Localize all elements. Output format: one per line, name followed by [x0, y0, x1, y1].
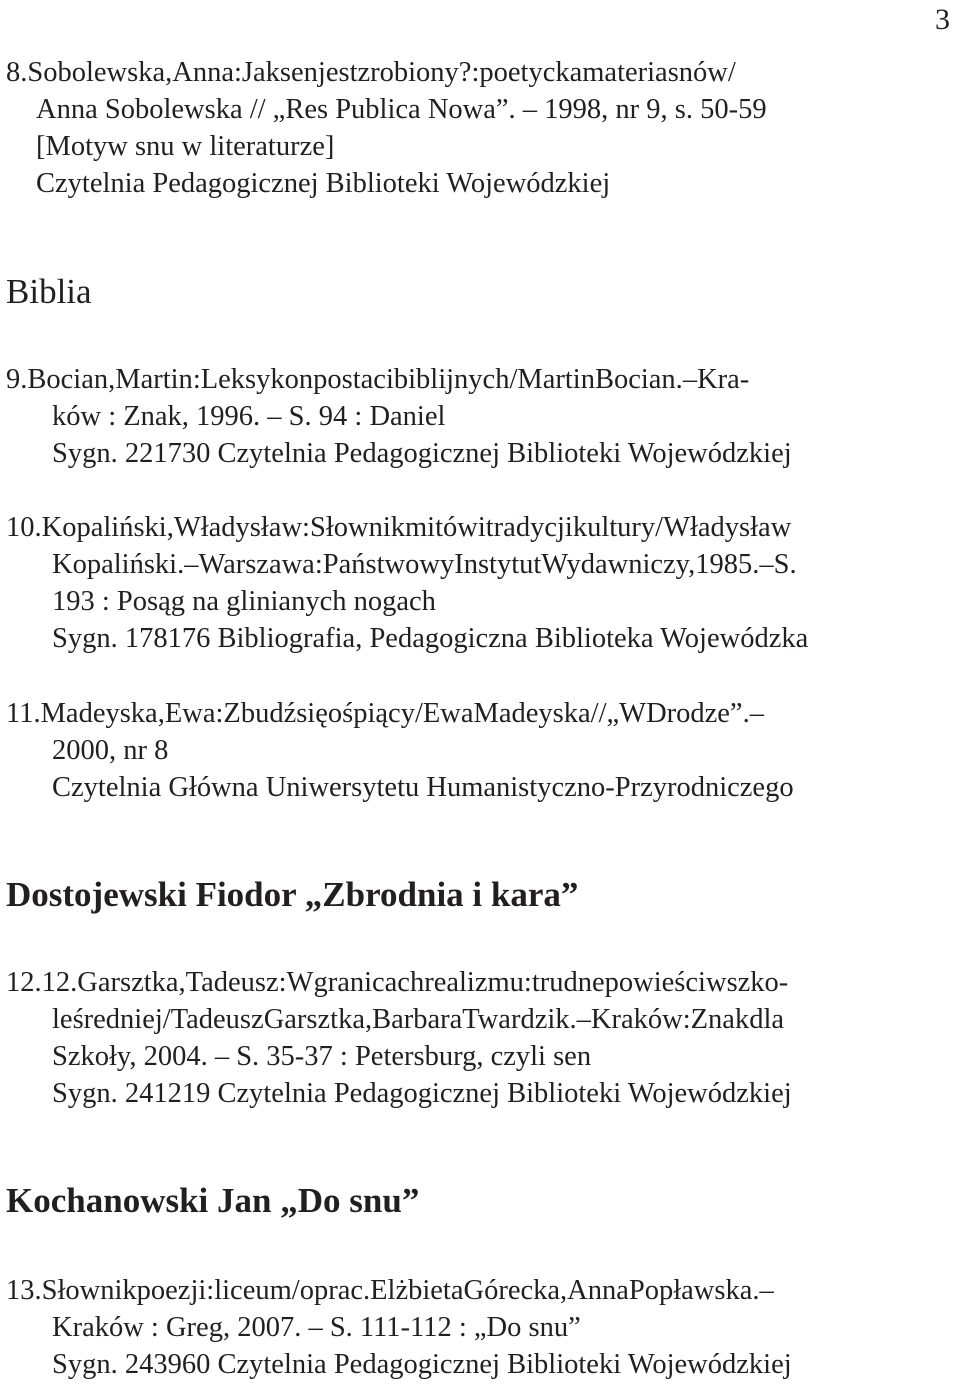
entry-word: :: [302, 512, 310, 543]
entry-word: poezji: [136, 1275, 207, 1306]
entry-word: Tadeusz: [170, 1004, 264, 1035]
entry-word: Kraków: [590, 1004, 683, 1035]
entry-word: szko-: [726, 967, 789, 998]
entry-line: Kraków : Greg, 2007. – S. 111-112 : „Do snu”: [52, 1312, 581, 1343]
entry-word: Martin: [115, 364, 193, 395]
entry-word: się: [296, 698, 328, 729]
entry-word: Popławska.: [628, 1275, 760, 1306]
entry-line: [6, 509, 956, 546]
entry-word: Kra-: [697, 364, 750, 395]
entry-word: Jak: [241, 57, 280, 88]
entry-word: Władysław: [663, 512, 792, 543]
entry-word: w: [705, 967, 727, 998]
entry-word: 13.: [6, 1275, 42, 1306]
entry-word: Anna: [567, 1275, 629, 1306]
bibliography-entry-9: [6, 361, 956, 472]
entry-word: 8.: [6, 57, 28, 88]
entry-word: –: [759, 549, 774, 580]
entry-word: 9.: [6, 364, 28, 395]
entry-word: Górecka,: [463, 1275, 568, 1306]
entry-word: 12.: [6, 967, 42, 998]
entry-word: Ewa: [164, 698, 216, 729]
entry-word: Władysław: [173, 512, 303, 543]
entry-word: –: [184, 549, 199, 580]
entry-word: /: [509, 364, 518, 395]
entry-word: :: [314, 549, 323, 580]
bibliography-entry-11: [6, 695, 956, 806]
entry-word: jest: [317, 57, 358, 88]
entry-word: Barbara: [372, 1004, 463, 1035]
entry-word: Bocian,: [27, 364, 116, 395]
entry-word: Sobolewska,: [27, 57, 173, 88]
entry-line: 193 : Posąg na glinianych nogach: [52, 586, 436, 617]
entry-line: [6, 546, 956, 583]
entry-word: :: [233, 57, 242, 88]
entry-word: dla: [749, 1004, 785, 1035]
entry-line: [6, 54, 956, 91]
entry-word: :: [682, 1004, 691, 1035]
entry-line: [6, 1272, 956, 1309]
entry-word: :: [523, 967, 532, 998]
entry-word: trudne: [531, 967, 605, 998]
entry-word: :: [471, 57, 480, 88]
bibliography-entry-13: [6, 1272, 956, 1383]
entry-word: snów: [667, 57, 728, 88]
entry-word: Bocian.: [594, 364, 683, 395]
entry-word: –: [682, 364, 698, 395]
entry-line: Sygn. 221730 Czytelnia Pedagogicznej Biblioteki Wojewódzkiej: [52, 438, 792, 469]
entry-word: :: [215, 698, 224, 729]
entry-word: 1985.: [695, 549, 760, 580]
entry-word: średniej: [72, 1004, 163, 1035]
entry-word: Kopaliński.: [52, 549, 185, 580]
entry-word: postaci: [313, 364, 394, 395]
entry-word: Garsztka,: [77, 967, 186, 998]
entry-word: Tadeusz: [185, 967, 279, 998]
entry-word: Zbudź: [223, 698, 297, 729]
entry-word: sen: [279, 57, 318, 88]
entry-word: Wydawniczy,: [541, 549, 696, 580]
entry-word: o: [327, 698, 343, 729]
entry-word: Państwowy: [322, 549, 455, 580]
entry-word: :: [206, 1275, 215, 1306]
entry-word: /: [162, 1004, 171, 1035]
entry-word: le: [52, 1004, 73, 1035]
entry-word: Anna: [172, 57, 234, 88]
entry-word: //: [590, 698, 607, 729]
entry-line: [Motyw snu w literaturze]: [36, 131, 335, 162]
entry-word: zrobiony?: [357, 57, 472, 88]
entry-word: W: [286, 967, 314, 998]
entry-word: Instytut: [454, 549, 542, 580]
entry-line: [6, 1001, 956, 1038]
entry-line: Sygn. 243960 Czytelnia Pedagogicznej Biblioteki Wojewódzkiej: [52, 1349, 792, 1380]
entry-word: mitów: [405, 512, 478, 543]
entry-word: Garsztka,: [263, 1004, 373, 1035]
entry-word: –: [759, 1275, 774, 1306]
entry-word: Słownik: [41, 1275, 137, 1306]
entry-line: Sygn. 178176 Bibliografia, Pedagogiczna Biblioteka Wojewódzka: [52, 623, 809, 654]
entry-word: „W: [606, 698, 647, 729]
entry-word: realizmu: [424, 967, 524, 998]
page-number: 3: [935, 3, 950, 36]
entry-word: Znak: [690, 1004, 750, 1035]
bibliography-entry-12: [6, 964, 956, 1112]
entry-word: 12.: [41, 967, 78, 998]
section-heading-dostojewski: Dostojewski Fiodor „Zbrodnia i kara”: [6, 875, 579, 914]
entry-line: Czytelnia Główna Uniwersytetu Humanistyczno-Przyrodniczego: [52, 772, 794, 803]
entry-word: liceum: [214, 1275, 292, 1306]
entry-word: Martin: [517, 364, 595, 395]
entry-word: /: [655, 512, 664, 543]
bibliography-entry-8: [6, 54, 956, 202]
entry-line: Anna Sobolewska // „Res Publica Nowa”. – 1998, nr 9, s. 50-59: [36, 94, 767, 125]
entry-word: oprac.: [299, 1275, 371, 1306]
entry-line: 2000, nr 8: [52, 735, 169, 766]
entry-word: i: [477, 512, 486, 543]
entry-line: [6, 695, 956, 732]
entry-word: Ewa: [422, 698, 474, 729]
entry-line: Czytelnia Pedagogicznej Biblioteki Wojewódzkiej: [36, 168, 611, 199]
section-heading-kochanowski: Kochanowski Jan „Do snu”: [6, 1181, 420, 1220]
entry-word: powieści: [604, 967, 706, 998]
entry-word: Madeyska: [473, 698, 591, 729]
entry-word: 10.: [6, 512, 42, 543]
entry-word: Leksykon: [200, 364, 314, 395]
entry-word: :: [278, 967, 287, 998]
entry-word: Drodze”.: [646, 698, 750, 729]
entry-word: –: [576, 1004, 591, 1035]
entry-word: S.: [773, 549, 797, 580]
entry-word: Twardzik.: [462, 1004, 577, 1035]
entry-word: materia: [582, 57, 668, 88]
entry-word: :: [192, 364, 201, 395]
entry-line: Szkoły, 2004. – S. 35-37 : Petersburg, czyli sen: [52, 1041, 592, 1072]
entry-word: Elżbieta: [370, 1275, 464, 1306]
section-heading-biblia: Biblia: [6, 272, 92, 311]
entry-word: tradycji: [485, 512, 573, 543]
entry-word: Słownik: [309, 512, 405, 543]
bibliography-entry-10: [6, 509, 956, 657]
entry-word: granicach: [313, 967, 425, 998]
entry-word: śpiący: [342, 698, 415, 729]
entry-word: –: [749, 698, 764, 729]
entry-line: Sygn. 241219 Czytelnia Pedagogicznej Biblioteki Wojewódzkiej: [52, 1078, 792, 1109]
entry-word: kultury: [572, 512, 656, 543]
entry-word: Madeyska,: [40, 698, 165, 729]
entry-word: Warszawa: [198, 549, 315, 580]
entry-word: Kopaliński,: [41, 512, 174, 543]
entry-line: [6, 964, 956, 1001]
entry-line: [6, 361, 956, 398]
entry-word: /: [727, 57, 736, 88]
entry-word: poetycka: [479, 57, 583, 88]
entry-word: /: [414, 698, 423, 729]
entry-word: 11.: [6, 698, 41, 729]
entry-line: ków : Znak, 1996. – S. 94 : Daniel: [52, 401, 446, 432]
entry-word: biblijnych: [393, 364, 510, 395]
entry-word: /: [291, 1275, 300, 1306]
